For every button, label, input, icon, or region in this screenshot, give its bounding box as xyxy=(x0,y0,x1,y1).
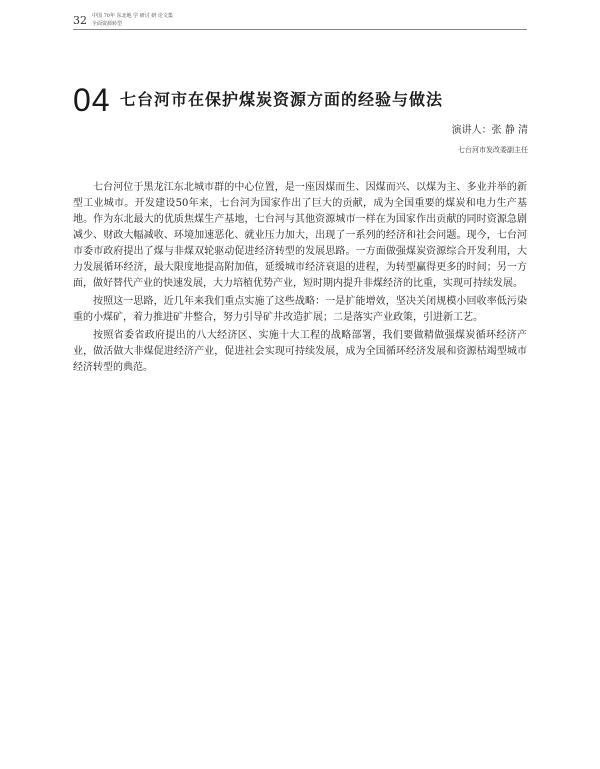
paragraph: 七台河位于黑龙江东北城市群的中心位置，是一座因煤而生、因煤而兴、以煤为主、多业并举的新型工业城市。开发建设50年来，七台河为国家作出了巨大的贡献，成为全国重要的煤炭和电力生产基地。作为东北最大的优质焦煤生产基地，七台河与其他资源城市一样在为国家作出贡献的同时资源急剧减少、财政大幅减收、环境加速恶化、就业压力加大，出现了一系列的经济和社会问题。现今，七台河市委市政府提出了煤与非煤双轮驱动促进经济转型的发展思路。一方面做强煤炭资源综合开发利用，大力发展循环经济，最大限度地提高附加值，延缓城市经济衰退的进程，为转型赢得更多的时间；另一方面，做好替代产业的快速发展，大力培植优势产业，短时期内提升非煤经济的比重，实现可持续发展。 xyxy=(73,182,527,289)
running-header-line-2: 全面资源转型 xyxy=(92,21,123,27)
page-number: 32 xyxy=(73,14,87,27)
running-header xyxy=(92,12,173,28)
speaker-name: 演讲人：张 静 清 xyxy=(451,125,528,136)
paragraph: 按照这一思路，近几年来我们重点实施了这些战略：一是扩能增效，坚决关闭规模小回收率低污染重的小煤矿，着力推进矿井整合，努力引导矿井改造扩展；二是落实产业政策，引进新工艺。 xyxy=(73,296,527,323)
speaker-role: 七台河市发改委副主任 xyxy=(458,146,528,154)
article-body xyxy=(73,180,527,378)
running-header-line-1: 中国 70年 东北地 学 研讨 研 论文集 xyxy=(92,13,173,19)
header-rule xyxy=(73,29,527,30)
chapter-title: 七台河市在保护煤炭资源方面的经验与做法 xyxy=(120,90,444,109)
chapter-number: 04 xyxy=(73,82,111,118)
paragraph: 按照省委省政府提出的八大经济区、实施十大工程的战略部署，我们要做精做强煤炭循环经济产业，做活做大非煤促进经济产业，促进社会实现可持续发展，成为全国循环经济发展和资源枯竭型城市经济转型的典范。 xyxy=(73,330,527,373)
